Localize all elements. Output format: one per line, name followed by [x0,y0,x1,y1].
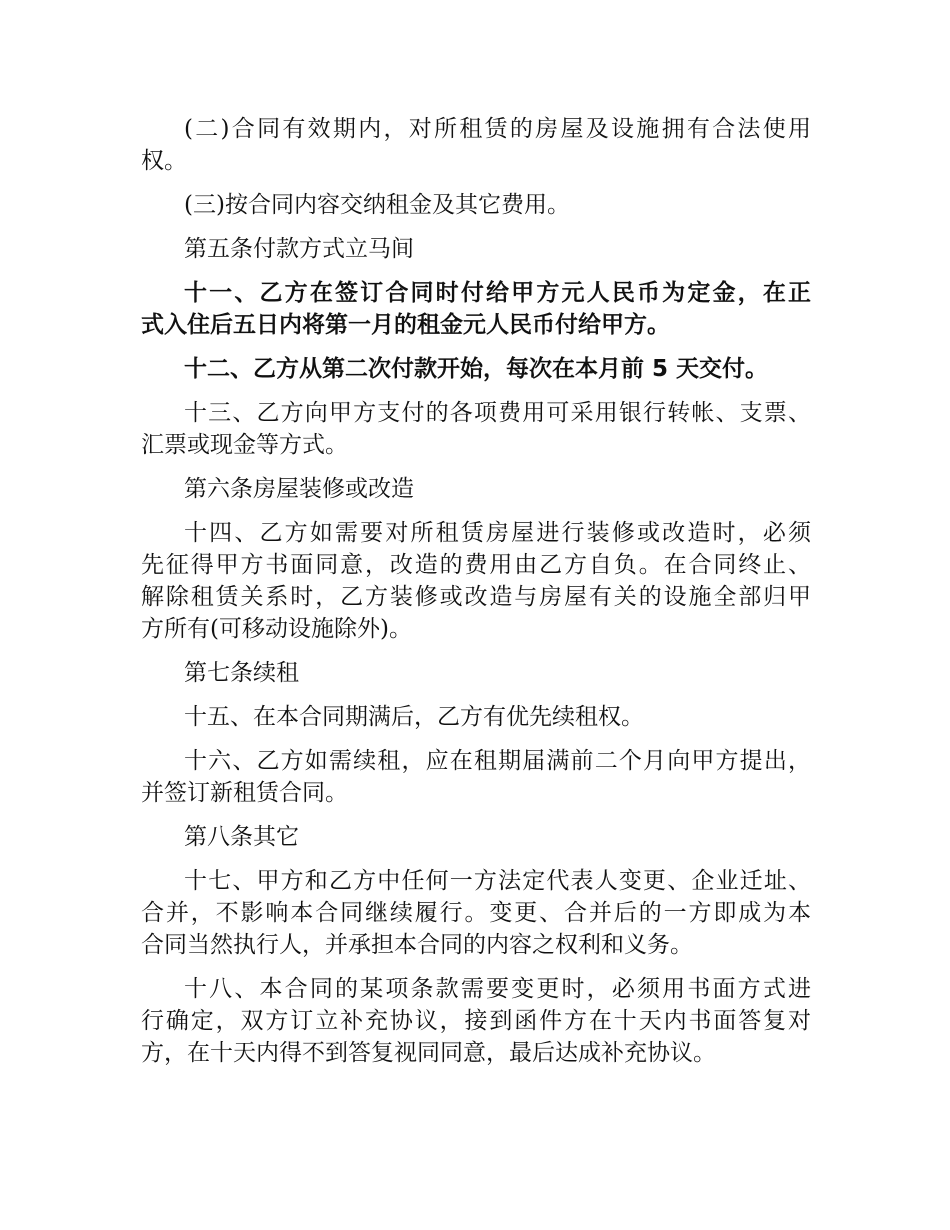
paragraph-line: 十七、甲方和乙方中任何一方法定代表人变更、企业迁址、 [184,868,811,894]
paragraph [141,277,811,341]
paragraph-line: 十三、乙方向甲方支付的各项费用可采用银行转帐、支票、 [184,400,811,426]
paragraph [141,353,811,385]
paragraph-line: 式入住后五日内将第一月的租金元人民币付给甲方。 [141,312,670,338]
paragraph [141,821,811,853]
paragraph [141,397,811,461]
paragraph [141,701,811,733]
paragraph-line: 行确定，双方订立补充协议，接到函件方在十天内书面答复对 [141,1008,811,1034]
paragraph-line: 汇票或现金等方式。 [141,432,348,458]
paragraph-line: (三)按合同内容交纳租金及其它费用。 [184,192,570,218]
document-page [141,113,811,1081]
paragraph-line: 方，在十天内得不到答复视同同意，最后达成补充协议。 [141,1040,716,1066]
paragraph [141,113,811,177]
paragraph-line: 十四、乙方如需要对所租赁房屋进行装修或改造时，必须 [184,520,811,546]
paragraph [141,657,811,689]
paragraph-line: 第七条续租 [184,660,299,686]
paragraph-line: 第六条房屋装修或改造 [184,476,414,502]
paragraph-line: 十一、乙方在签订合同时付给甲方元人民币为定金，在正 [184,280,811,306]
paragraph-line: 方所有(可移动设施除外)。 [141,616,412,642]
paragraph [141,189,811,221]
paragraph [141,865,811,961]
paragraph-line: 十五、在本合同期满后，乙方有优先续租权。 [184,704,644,730]
paragraph-line: 十二、乙方从第二次付款开始，每次在本月前 5 天交付。 [184,356,769,382]
paragraph [141,517,811,645]
paragraph-line: 合并，不影响本合同继续履行。变更、合并后的一方即成为本 [141,900,811,926]
paragraph-line: (二)合同有效期内，对所租赁的房屋及设施拥有合法使用 [184,116,811,142]
paragraph [141,745,811,809]
paragraph-line: 十六、乙方如需续租，应在租期届满前二个月向甲方提出， [184,748,811,774]
paragraph-line: 解除租赁关系时，乙方装修或改造与房屋有关的设施全部归甲 [141,584,811,610]
paragraph-line: 先征得甲方书面同意，改造的费用由乙方自负。在合同终止、 [141,552,811,578]
paragraph-line: 第八条其它 [184,824,299,850]
paragraph-line: 第五条付款方式立马间 [184,236,414,262]
paragraph-line: 十八、本合同的某项条款需要变更时，必须用书面方式进 [184,976,811,1002]
paragraph-line: 并签订新租赁合同。 [141,780,348,806]
paragraph [141,473,811,505]
paragraph-line: 合同当然执行人，并承担本合同的内容之权利和义务。 [141,932,693,958]
paragraph [141,233,811,265]
paragraph [141,973,811,1069]
paragraph-line: 权。 [141,148,187,174]
